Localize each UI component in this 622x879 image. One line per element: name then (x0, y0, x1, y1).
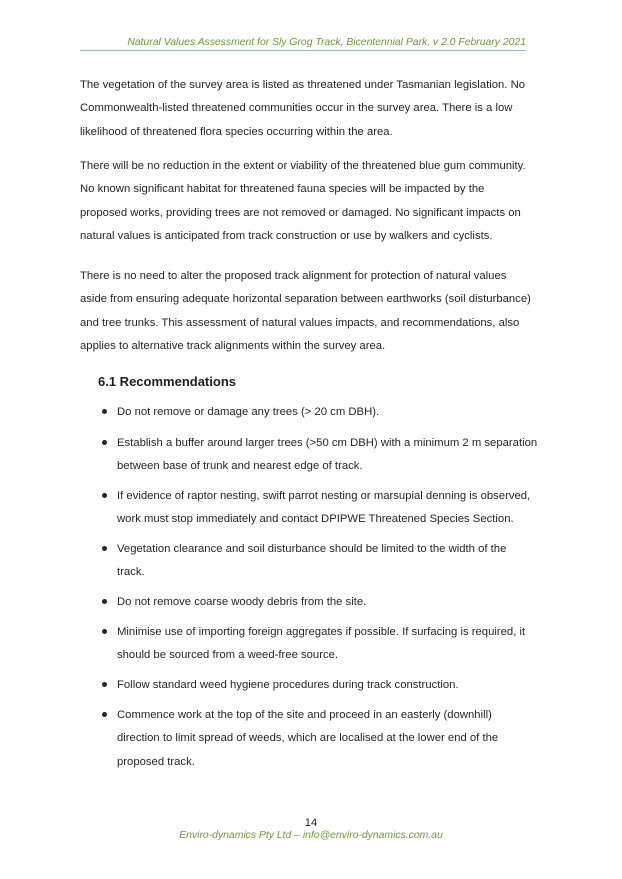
bullet-icon (102, 409, 107, 414)
paragraph-line: natural values is anticipated from track construction or use by walkers and cyclists. (80, 229, 493, 242)
list-item-text (117, 674, 547, 697)
paragraph-line: aside from ensuring adequate horizontal separation between earthworks (soil disturbance) (80, 293, 531, 306)
section-heading-recommendations: 6.1 Recommendations (98, 374, 236, 389)
list-item-text (117, 538, 547, 585)
list-item-text (117, 432, 547, 479)
paragraph-line: No known significant habitat for threatened fauna species will be impacted by the (80, 183, 485, 196)
list-item-line: Vegetation clearance and soil disturbance should be limited to the width of the (117, 543, 507, 555)
footer-company: Enviro-dynamics Pty Ltd – info@enviro-dynamics.com.au (179, 830, 443, 841)
paragraph-track-alignment (80, 265, 545, 358)
paragraph-vegetation-status (80, 74, 545, 144)
list-item-line: proposed track. (117, 755, 195, 768)
bullet-icon (102, 546, 107, 551)
list-item-line: Do not remove coarse woody debris from the site. (117, 596, 367, 608)
list-item-line: should be sourced from a weed-free source. (117, 649, 339, 662)
bullet-icon (102, 682, 107, 687)
list-item-line: Minimise use of importing foreign aggregates if possible. If surfacing is required, it (117, 626, 526, 638)
bullet-icon (102, 599, 107, 604)
paragraph-line: likelihood of threatened flora species occurring within the area. (80, 125, 393, 138)
list-item-line: Do not remove or damage any trees (> 20 cm DBH). (117, 406, 380, 418)
list-item-text (117, 485, 547, 532)
paragraph-line: There will be no reduction in the extent or viability of the threatened blue gum community. (80, 160, 526, 172)
page-number: 14 (304, 817, 318, 829)
paragraph-impacts (80, 155, 545, 248)
list-item-line: Establish a buffer around larger trees (>50 cm DBH) with a minimum 2 m separation (117, 437, 538, 449)
list-item-text (117, 591, 547, 614)
list-item-line: track. (117, 566, 145, 579)
list-item-text (117, 621, 547, 668)
paragraph-line: applies to alternative track alignments within the survey area. (80, 339, 386, 352)
bullet-icon (102, 493, 107, 498)
list-item-line: work must stop immediately and contact DPIPWE Threatened Species Section. (117, 513, 514, 526)
paragraph-line: The vegetation of the survey area is listed as threatened under Tasmanian legislation. No (80, 79, 526, 91)
header-divider (80, 50, 526, 51)
bullet-icon (102, 440, 107, 445)
paragraph-line: Commonwealth-listed threatened communities occur in the survey area. There is a low (80, 102, 513, 115)
running-header: Natural Values Assessment for Sly Grog Track, Bicentennial Park, v 2.0 February 2021 (127, 37, 526, 48)
list-item-line: direction to limit spread of weeds, which are localised at the lower end of the (117, 732, 499, 745)
list-item-line: Follow standard weed hygiene procedures during track construction. (117, 679, 459, 691)
paragraph-line: There is no need to alter the proposed track alignment for protection of natural values (80, 270, 507, 282)
list-item-line: between base of trunk and nearest edge of track. (117, 460, 363, 473)
list-item-line: Commence work at the top of the site and proceed in an easterly (downhill) (117, 709, 492, 721)
list-item-text (117, 401, 547, 424)
list-item-line: If evidence of raptor nesting, swift parrot nesting or marsupial denning is observed, (117, 490, 531, 502)
bullet-icon (102, 629, 107, 634)
paragraph-line: and tree trunks. This assessment of natural values impacts, and recommendations, also (80, 316, 520, 329)
paragraph-line: proposed works, providing trees are not removed or damaged. No significant impacts on (80, 206, 521, 219)
list-item-text (117, 704, 547, 774)
bullet-icon (102, 712, 107, 717)
